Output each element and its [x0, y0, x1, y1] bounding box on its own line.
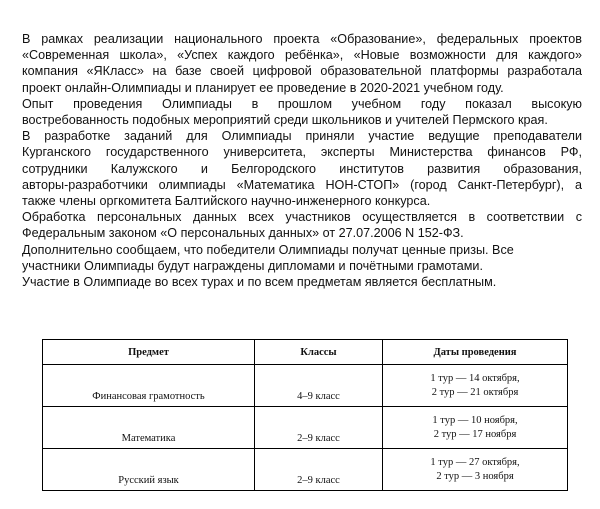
table-header-row: [43, 340, 568, 365]
paragraph-personal-data: [22, 209, 582, 241]
cell-dates: [383, 407, 568, 449]
text-line: проект онлайн-Олимпиады и планирует ее проведение в 2020-2021 учебном году.: [22, 80, 504, 95]
date-round-2: 2 тур — 17 ноября: [433, 428, 517, 440]
paragraph-project: [22, 31, 582, 96]
table-row: [43, 365, 568, 407]
text-line: «Современная школа», «Успех каждого ребёнка», «Новые возможности для каждого»: [22, 48, 582, 63]
text-line: Федеральным законом «О персональных данных» от 27.07.2006 N 152-ФЗ.: [22, 226, 464, 241]
text-line: компания «ЯКласс» на базе своей цифровой образовательной платформы разработала: [22, 64, 582, 79]
cell-subject: Русский язык: [43, 449, 255, 491]
letter-body: [22, 31, 582, 290]
cell-grades: 4–9 класс: [255, 365, 383, 407]
header-dates: Даты проведения: [383, 340, 568, 365]
cell-dates: [383, 365, 568, 407]
paragraph-prizes: [22, 242, 582, 274]
date-round-2: 2 тур — 3 ноября: [436, 470, 514, 482]
header-grades: Классы: [255, 340, 383, 365]
date-round-1: 1 тур — 27 октября,: [430, 456, 520, 468]
olympiad-schedule-table: [42, 339, 568, 491]
date-round-1: 1 тур — 14 октября,: [430, 372, 520, 384]
text-line: востребованность подобных мероприятий среди школьников и учителей Пермского края.: [22, 113, 548, 128]
schedule-table-wrapper: [42, 339, 567, 491]
text-line: авторы-разработчики олимпиады «Математика НОН-СТОП» (город Санкт-Петербург), а: [22, 177, 582, 192]
cell-subject: Математика: [43, 407, 255, 449]
header-subject: Предмет: [43, 340, 255, 365]
text-line: Опыт проведения Олимпиады в прошлом учебном году показал высокую: [22, 96, 582, 111]
cell-dates: [383, 449, 568, 491]
paragraph-free-participation: [22, 274, 582, 290]
text-line: В рамках реализации национального проекта «Образование», федеральных проектов: [22, 32, 582, 46]
text-line: также члены оргкомитета Балтийского научно-инженерного конкурса.: [22, 194, 431, 209]
text-line: Участие в Олимпиаде во всех турах и по всем предметам является бесплатным.: [22, 275, 497, 290]
text-line: Дополнительно сообщаем, что победители Олимпиады получат ценные призы. Все: [22, 242, 514, 257]
date-round-1: 1 тур — 10 ноября,: [432, 414, 518, 426]
date-round-2: 2 тур — 21 октября: [431, 386, 519, 398]
table-row: [43, 407, 568, 449]
text-line: сотрудники Калужского и Белгородского институтов развития образования,: [22, 161, 582, 176]
table-row: [43, 449, 568, 491]
cell-subject: Финансовая грамотность: [43, 365, 255, 407]
text-line: участники Олимпиады будут награждены дипломами и почётными грамотами.: [22, 258, 483, 273]
text-line: Обработка персональных данных всех участников осуществляется в соответствии с: [22, 210, 582, 225]
paragraph-developers: [22, 128, 582, 209]
text-line: В разработке заданий для Олимпиады приняли участие ведущие преподаватели: [22, 129, 582, 144]
paragraph-experience: [22, 96, 582, 128]
cell-grades: 2–9 класс: [255, 449, 383, 491]
text-line: Курганского государственного университета, эксперты Министерства финансов РФ,: [22, 145, 582, 160]
cell-grades: 2–9 класс: [255, 407, 383, 449]
